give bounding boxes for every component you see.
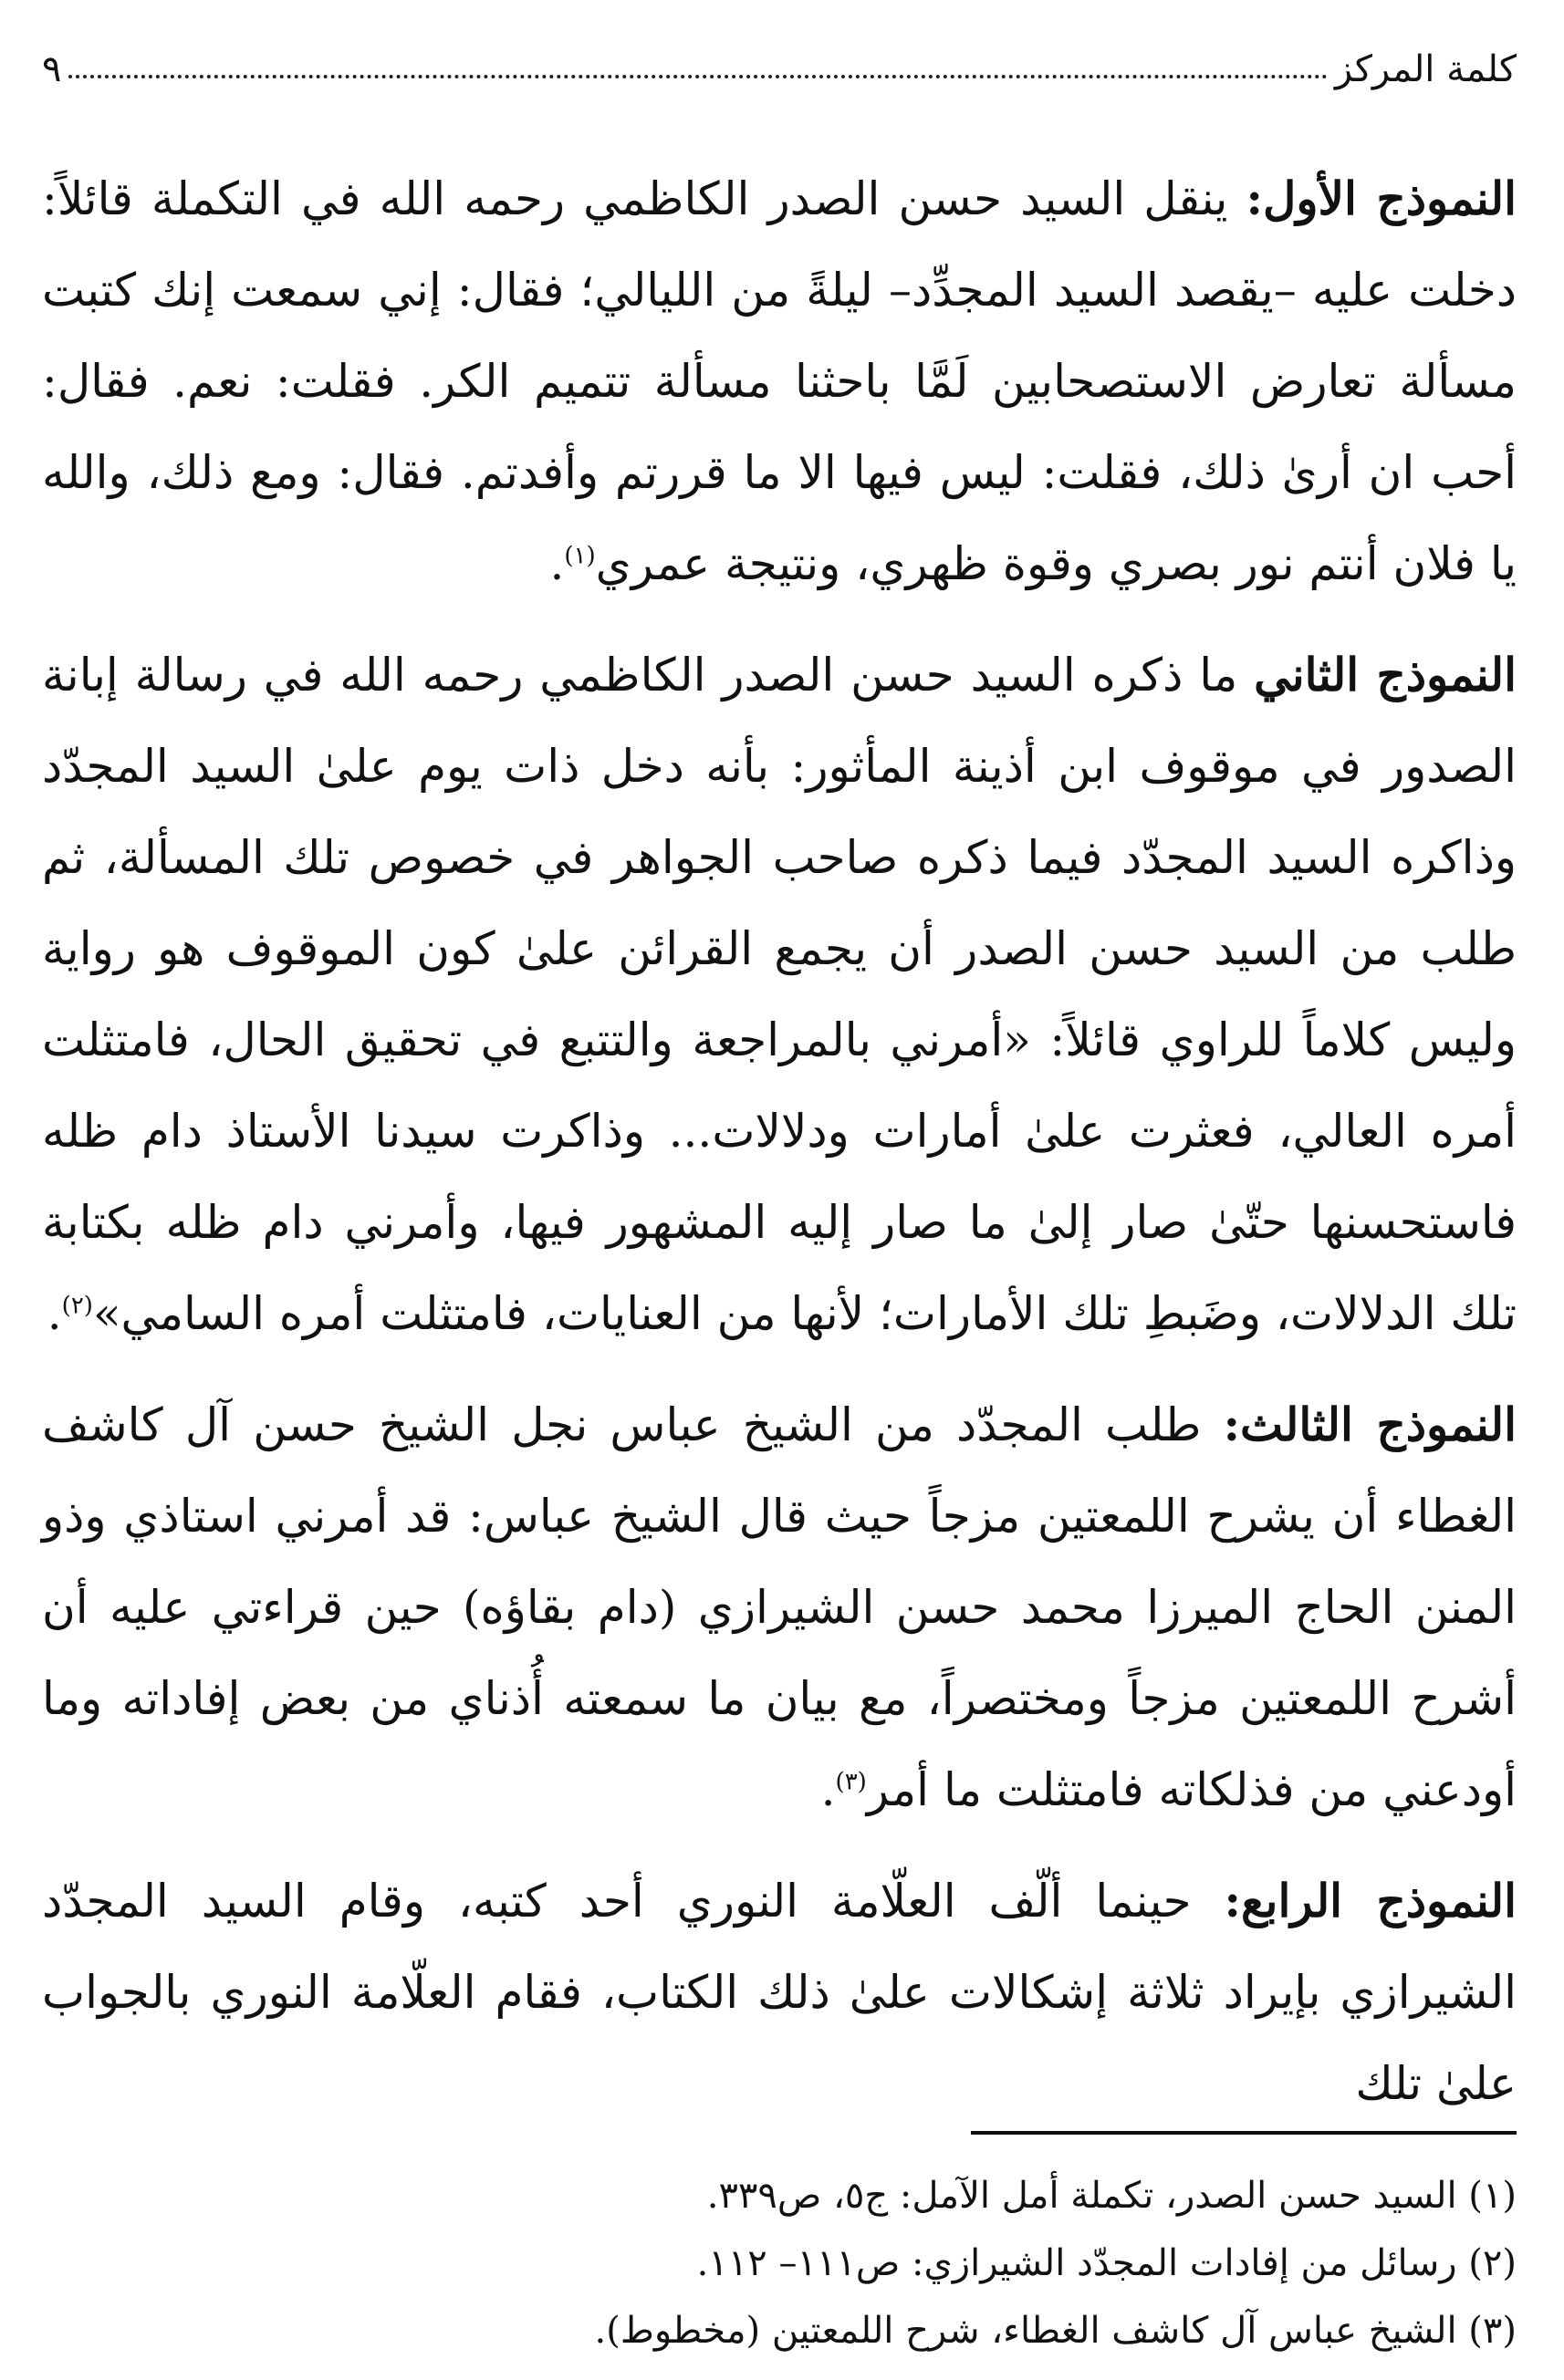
header-title: كلمة المركز: [1334, 48, 1517, 90]
paragraph-text: طلب المجدّد من الشيخ عباس نجل الشيخ حسن آل كاشف الغطاء أن يشرح اللمعتين مزجاً حيث قال الشيخ عباس: قد أمرني استاذي وذو المنن الحاج الميرزا محمد حسن الشيرازي (دام بقاؤه) حين قراءتي عليه أن أشرح اللمعتين مزجاً ومختصراً، مع بيان ما سمعته أُذناي من بعض إفاداته وما أودعني من فذلكاته فامتثلت ما أمر: [42, 1398, 1517, 1816]
page-header: [42, 36, 1517, 91]
paragraph-model-3: [42, 1379, 1517, 1835]
paragraph-end: .: [549, 537, 565, 590]
footnote-3: (٣) الشيخ عباس آل كاشف الغطاء، شرح اللمعتين (مخطوط).: [594, 2310, 1517, 2352]
main-text: [42, 153, 1517, 2149]
paragraph-text: ما ذكره السيد حسن الصدر الكاظمي رحمه الله في رسالة إبانة الصدور في موقوف ابن أذينة المأثور: بأنه دخل ذات يوم علىٰ السيد المجدّد وذاكره السيد المجدّد فيما ذكره صاحب الجواهر في خصوص تلك المسألة، ثم طلب من السيد حسن الصدر أن يجمع القرائن علىٰ كون الموقوف هو رواية وليس كلاماً للراوي قائلاً: «أمرني بالمراجعة والتتبع في تحقيق الحال، فامتثلت أمره العالي، فعثرت علىٰ أمارات ودلالات... وذاكرت سيدنا الأستاذ دام ظله فاستحسنها حتّىٰ صار إلىٰ ما صار إليه المشهور فيها، وأمرني دام ظله بكتابة تلك الدلالات، وضَبطِ تلك الأمارات؛ لأنها من العنايات، فامتثلت أمره السامي»: [42, 649, 1517, 1340]
footnote-ref: (١): [564, 542, 596, 570]
paragraph-end: .: [820, 1763, 836, 1816]
paragraph-text: ينقل السيد حسن الصدر الكاظمي رحمه الله في التكملة قائلاً: دخلت عليه –يقصد السيد المجدِّد– ليلةً من الليالي؛ فقال: إني سمعت إنك كتبت مسألة تعارض الاستصحابين لَمَّا باحثنا مسألة تتميم الكر. فقلت: نعم. فقال: أحب ان أرىٰ ذلك، فقلت: ليس فيها الا ما قررتم وأفدتم. فقال: ومع ذلك، والله يا فلان أنتم نور بصري وقوة ظهري، ونتيجة عمري: [42, 172, 1517, 590]
page-number: ٩: [42, 48, 62, 90]
paragraph-label: النموذج الثالث:: [1223, 1398, 1517, 1451]
header-dot-leader: [68, 75, 1327, 78]
footnote-ref: (٢): [61, 1292, 93, 1320]
footnote-separator: [971, 2131, 1517, 2135]
paragraph-end: .: [47, 1287, 62, 1340]
footnote-1: (١) السيد حسن الصدر، تكملة أمل الآمل: ج٥، ص٣٣٩.: [706, 2175, 1517, 2217]
paragraph-model-4: [42, 1855, 1517, 2129]
paragraph-label: النموذج الرابع:: [1224, 1874, 1517, 1928]
footnote-ref: (٣): [835, 1768, 867, 1796]
paragraph-text: حينما ألّف العلّامة النوري أحد كتبه، وقام السيد المجدّد الشيرازي بإيراد ثلاثة إشكالات علىٰ ذلك الكتاب، فقام العلّامة النوري بالجواب علىٰ تلك: [42, 1875, 1517, 2110]
footnote-2: (٢) رسائل من إفادات المجدّد الشيرازي: ص١١١– ١١٢.: [696, 2242, 1517, 2284]
paragraph-label: النموذج الثاني: [1254, 648, 1517, 702]
paragraph-model-2: [42, 629, 1517, 1359]
paragraph-label: النموذج الأول:: [1246, 171, 1517, 225]
paragraph-model-1: [42, 153, 1517, 609]
footnotes: [42, 2162, 1517, 2364]
